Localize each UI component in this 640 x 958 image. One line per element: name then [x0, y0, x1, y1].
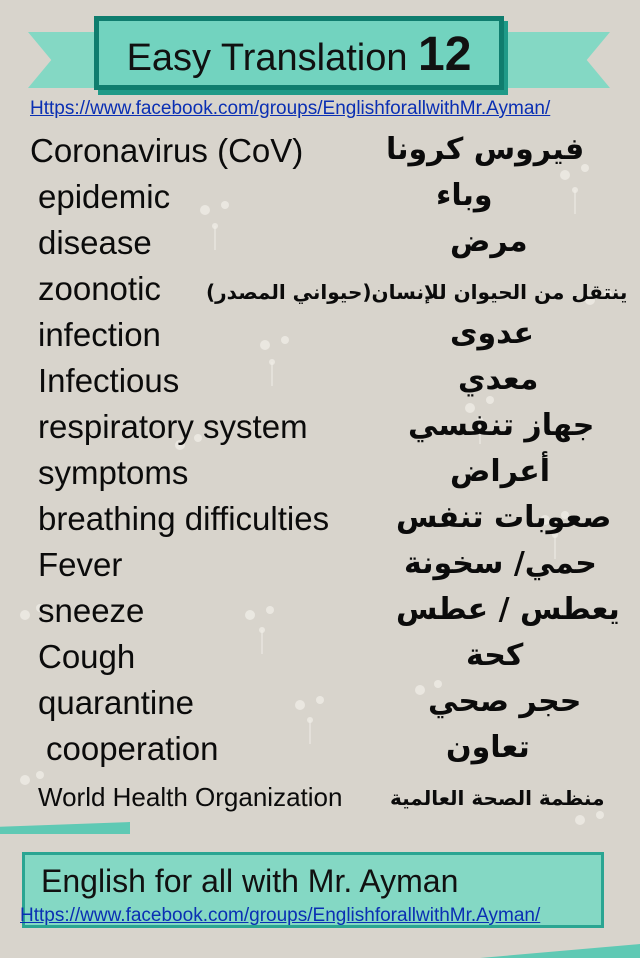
- term-row: [0, 454, 640, 498]
- term-arabic: منظمة الصحة العالمية: [390, 786, 605, 810]
- term-row: [0, 132, 640, 176]
- term-row: [0, 730, 640, 774]
- term-arabic: جهاز تنفسي: [408, 408, 595, 443]
- term-row: [0, 224, 640, 268]
- term-row: [0, 362, 640, 406]
- term-english: zoonotic: [38, 270, 161, 307]
- term-english: cooperation: [46, 730, 219, 767]
- term-english: Infectious: [38, 362, 180, 399]
- group-link-top[interactable]: Https://www.facebook.com/groups/EnglishforallwithMr.Ayman/: [30, 98, 551, 119]
- term-arabic: تعاون: [446, 730, 530, 765]
- term-row: [0, 782, 640, 826]
- term-row: [0, 316, 640, 360]
- term-arabic: كحة: [466, 638, 524, 673]
- title-label: Easy Translation: [126, 37, 408, 79]
- term-english: sneeze: [38, 592, 145, 629]
- term-english: breathing difficulties: [38, 500, 330, 537]
- term-english: epidemic: [38, 178, 171, 215]
- term-row: [0, 408, 640, 452]
- title-number: 12: [418, 28, 472, 81]
- term-arabic: وباء: [436, 178, 493, 213]
- term-row: [0, 684, 640, 728]
- term-arabic: معدي: [458, 362, 539, 397]
- term-english: infection: [38, 316, 161, 353]
- term-english: symptoms: [38, 454, 189, 491]
- term-arabic: ينتقل من الحيوان للإنسان(حيواني المصدر): [206, 280, 628, 304]
- term-english: Coronavirus (CoV): [30, 132, 304, 169]
- term-arabic: مرض: [450, 224, 528, 259]
- footer-title: English for all with Mr. Ayman: [41, 863, 459, 899]
- page-title: [99, 27, 499, 82]
- term-english: Fever: [38, 546, 123, 583]
- term-row: [0, 546, 640, 590]
- term-english: World Health Organization: [38, 782, 343, 812]
- term-english: Cough: [38, 638, 136, 675]
- term-arabic: صعوبات تنفس: [396, 500, 612, 535]
- group-link-bottom[interactable]: Https://www.facebook.com/groups/EnglishforallwithMr.Ayman/: [20, 905, 541, 926]
- term-arabic: يعطس / عطس: [396, 592, 620, 627]
- term-english: disease: [38, 224, 152, 261]
- title-banner: [94, 16, 504, 90]
- term-row: [0, 638, 640, 682]
- term-row: [0, 270, 640, 314]
- term-row: [0, 178, 640, 222]
- term-row: [0, 500, 640, 544]
- term-row: [0, 592, 640, 636]
- term-english: quarantine: [38, 684, 194, 721]
- term-arabic: حمي/ سخونة: [404, 546, 597, 581]
- term-arabic: عدوى: [450, 316, 534, 351]
- term-arabic: فيروس كرونا: [386, 132, 585, 167]
- term-arabic: حجر صحي: [428, 684, 582, 719]
- term-arabic: أعراض: [450, 454, 551, 489]
- term-english: respiratory system: [38, 408, 308, 445]
